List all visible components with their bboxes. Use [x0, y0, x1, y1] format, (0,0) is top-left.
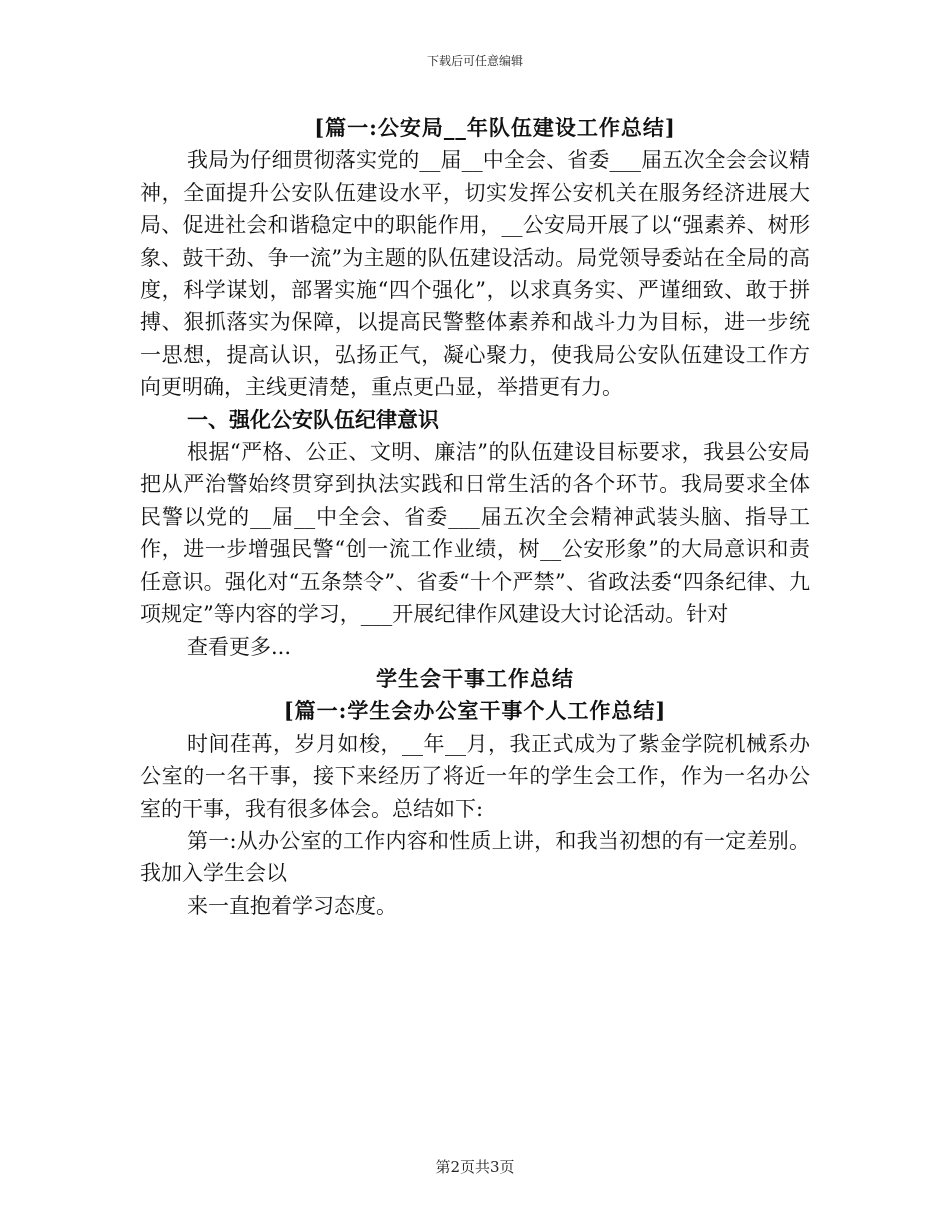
doc2-title: 学生会干事工作总结 [376, 665, 574, 691]
document-body [140, 112, 810, 922]
page-header: 下载后可任意编辑 [426, 54, 523, 68]
read-more-text: 查看更多... [187, 634, 292, 659]
doc2-paragraph-3: 来一直抱着学习态度。 [187, 893, 397, 918]
doc2-paragraph-1: 时间荏苒，岁月如梭，__年__月，我正式成为了紫金学院机械系办公室的一名干事，接下来经历了将近一年的学生会工作，作为一名办公室的干事，我有很多体会。总结如下: [140, 731, 810, 821]
doc1-intro-paragraph: 我局为仔细贯彻落实党的__届__中全会、省委___届五次全会会议精神，全面提升公安队伍建设水平，切实发挥公安机关在服务经济进展大局、促进社会和谐稳定中的职能作用，__公安局开展了以“强素养、树形象、鼓干劲、争一流”为主题的队伍建设活动。局党领导委站在全局的高度，科学谋划，部署实施“四个强化”，以求真务实、严谨细致、敢于拼搏、狠抓落实为保障，以提高民警整体素养和战斗力为目标，进一步统一思想，提高认识，弘扬正气，凝心聚力，使我局公安队伍建设工作方向更明确，主线更清楚，重点更凸显，举措更有力。 [140, 148, 810, 400]
doc1-title: [篇一:公安局__年队伍建设工作总结] [314, 115, 676, 140]
doc2-paragraph-2: 第一:从办公室的工作内容和性质上讲，和我当初想的有一定差别。我加入学生会以 [140, 828, 810, 886]
doc1-section1-paragraph: 根据“严格、公正、文明、廉洁”的队伍建设目标要求，我县公安局把从严治警始终贯穿到执法实践和日常生活的各个环节。我局要求全体民警以党的__届__中全会、省委___届五次全会精神武装头脑、指导工作，进一步增强民警“创一流工作业绩，树__公安形象”的大局意识和责任意识。强化对“五条禁令”、省委“十个严禁”、省政法委“四条纪律、九项规定”等内容的学习，___开展纪律作风建设大讨论活动。针对 [140, 440, 810, 627]
doc2-subtitle: [篇一:学生会办公室干事个人工作总结] [283, 698, 667, 724]
doc1-section1-heading: 一、强化公安队伍纪律意识 [187, 406, 439, 432]
page-footer: 第2页共3页 [435, 1158, 515, 1176]
